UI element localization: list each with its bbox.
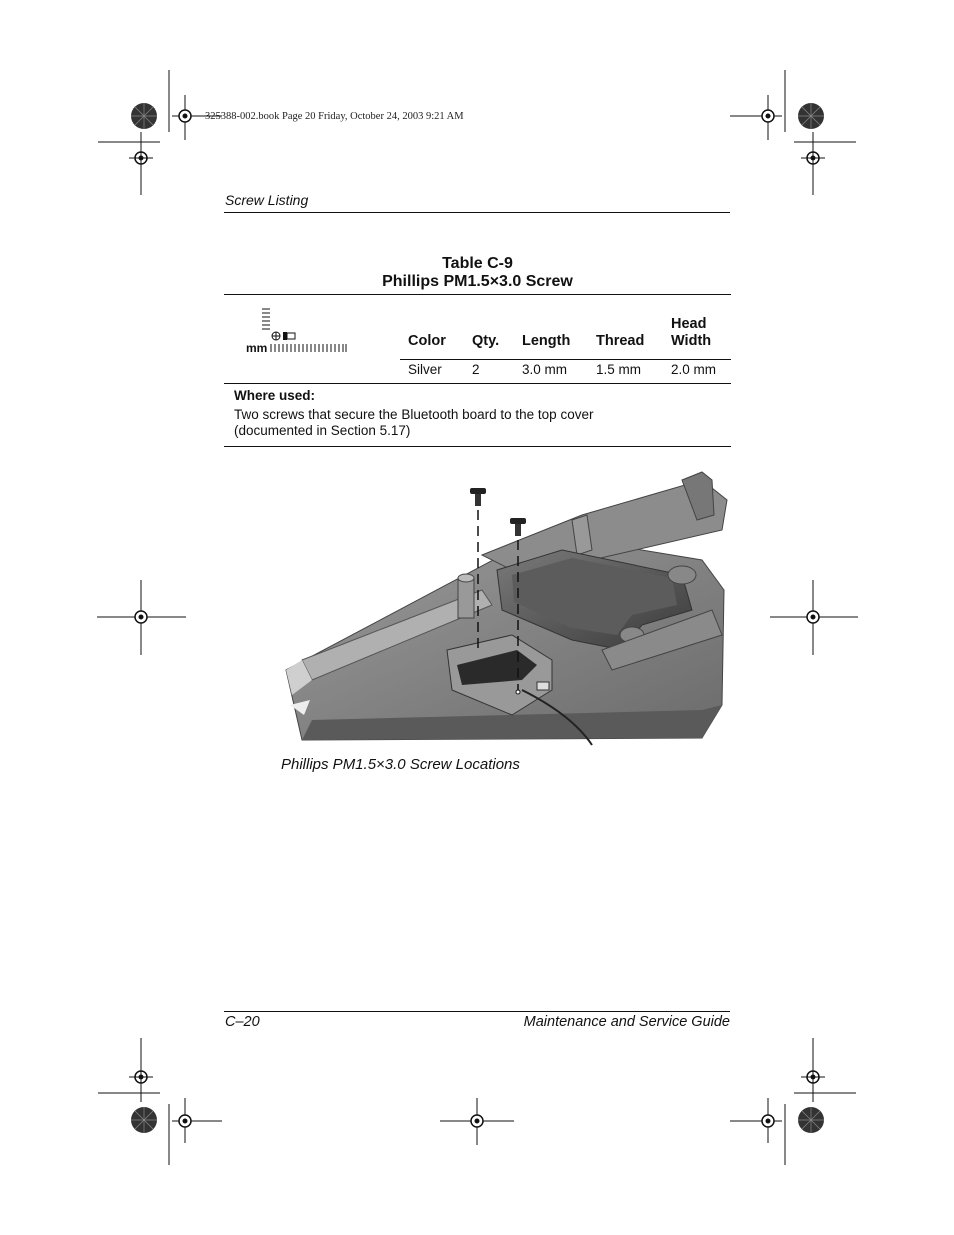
table-top-rule	[224, 294, 731, 295]
print-slug: 325388-002.book Page 20 Friday, October 24, 2003 9:21 AM	[205, 111, 464, 122]
scale-unit-label: mm	[246, 341, 268, 355]
book-title: Maintenance and Service Guide	[523, 1014, 730, 1030]
footer-rule	[224, 1011, 730, 1012]
screw-icon-2	[510, 518, 526, 536]
cell-color: Silver	[408, 362, 442, 377]
screw-icon	[470, 488, 486, 506]
header-thread: Thread	[596, 333, 645, 349]
running-head: Screw Listing	[225, 192, 309, 208]
where-used-label: Where used:	[234, 388, 316, 403]
table-number: Table C-9	[442, 255, 513, 272]
screw-location-illustration	[282, 460, 732, 745]
where-used-text	[234, 407, 704, 439]
figure-caption: Phillips PM1.5×3.0 Screw Locations	[281, 756, 520, 773]
header-head-width-line1: Head	[671, 316, 707, 332]
header-length: Length	[522, 333, 571, 349]
header-row-rule	[400, 359, 731, 360]
cell-thread: 1.5 mm	[596, 362, 642, 377]
header-color: Color	[408, 333, 446, 349]
table-title	[224, 255, 731, 291]
cell-head-width: 2.0 mm	[671, 362, 717, 377]
where-used-line1: Two screws that secure the Bluetooth board to the top cover	[234, 407, 594, 422]
table-bottom-rule	[224, 446, 731, 447]
header-qty: Qty.	[472, 333, 500, 349]
cell-length: 3.0 mm	[522, 362, 568, 377]
table-name: Phillips PM1.5×3.0 Screw	[382, 273, 573, 290]
where-used-line2: (documented in Section 5.17)	[234, 423, 411, 438]
header-rule	[224, 212, 730, 213]
header-head-width-line2: Width	[671, 333, 712, 349]
header-head-width	[671, 316, 711, 350]
cell-qty: 2	[472, 362, 480, 377]
page-number: C–20	[225, 1014, 260, 1030]
data-row-rule	[224, 383, 731, 384]
